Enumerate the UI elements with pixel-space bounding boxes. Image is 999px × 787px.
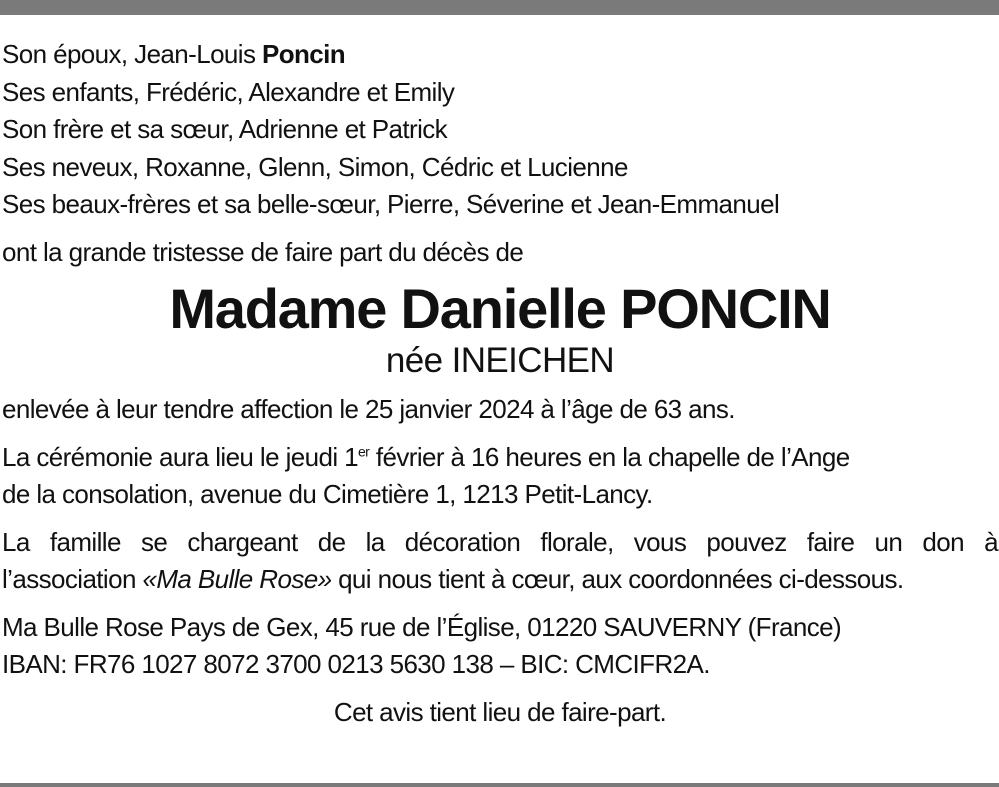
ceremony-ordinal: er xyxy=(358,442,370,459)
association-name: «Ma Bulle Rose» xyxy=(142,564,332,594)
donation-text-b: qui nous tient à cœur, aux coordonnées ci-dessous. xyxy=(331,564,904,594)
death-date-text: enlevée à leur tendre affection le 25 janvier 2024 à l’âge de 63 ans. xyxy=(2,394,735,424)
bank-address-line: Ma Bulle Rose Pays de Gex, 45 rue de l’Église, 01220 SAUVERNY (France) xyxy=(2,611,842,642)
announcement-text: ont la grande tristesse de faire part du décès de xyxy=(2,236,524,267)
donation-text-a: l’association xyxy=(2,564,143,594)
ceremony-text-b: février à 16 heures en la chapelle de l’Ange xyxy=(369,441,850,472)
deceased-name: Madame Danielle PONCIN xyxy=(169,277,831,340)
ceremony-line-1 xyxy=(2,439,998,477)
donation-line-1: La famille se chargeant de la décoration florale, vous pouvez faire un don à xyxy=(2,526,998,557)
bank-iban-line: IBAN: FR76 1027 8072 3700 0213 5630 138 – BIC: CMCIFR2A. xyxy=(2,649,710,679)
family-line-children: Ses enfants, Frédéric, Alexandre et Emily xyxy=(2,76,455,107)
maiden-name: née INEICHEN xyxy=(385,341,615,380)
obituary-notice xyxy=(2,36,998,731)
family-line-nephews: Ses neveux, Roxanne, Glenn, Simon, Cédric et Lucienne xyxy=(2,151,628,182)
ceremony-text-a: La cérémonie aura lieu le jeudi 1 xyxy=(2,441,358,472)
family-line-spouse xyxy=(2,36,998,74)
top-rule xyxy=(0,0,999,15)
spouse-text: Son époux, Jean-Louis xyxy=(2,39,262,69)
bottom-rule xyxy=(0,783,999,787)
spouse-surname: Poncin xyxy=(262,39,346,69)
donation-line-2 xyxy=(2,561,998,599)
family-line-siblings: Son frère et sa sœur, Adrienne et Patrick xyxy=(2,114,448,144)
ceremony-line-2: de la consolation, avenue du Cimetière 1, 1213 Petit-Lancy. xyxy=(2,479,653,509)
closing-text: Cet avis tient lieu de faire-part. xyxy=(333,696,667,727)
family-line-in-laws: Ses beaux-frères et sa belle-sœur, Pierre, Séverine et Jean-Emmanuel xyxy=(2,189,780,219)
